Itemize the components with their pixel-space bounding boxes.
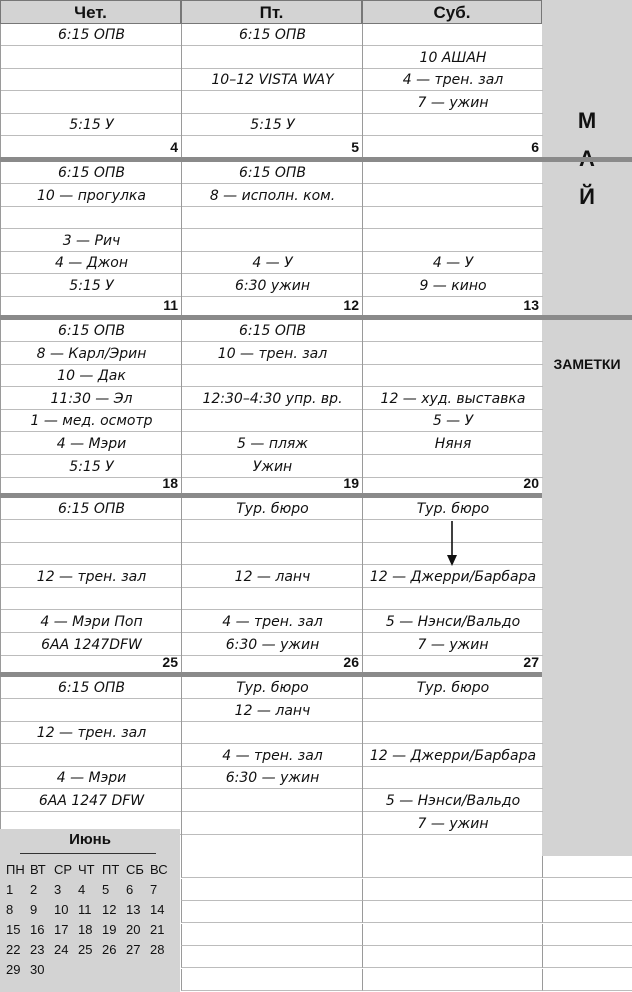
week-block	[0, 24, 542, 157]
calendar-day[interactable]	[78, 962, 102, 982]
calendar-day[interactable]: 3	[54, 882, 62, 897]
calendar-day[interactable]: 10	[54, 902, 69, 917]
calendar-day[interactable]: 17	[54, 922, 69, 937]
entry-line[interactable]: 6:15 ОПВ	[1, 24, 182, 46]
entry-line[interactable]	[1, 745, 182, 767]
calendar-day[interactable]: 7	[150, 882, 158, 897]
entry-line[interactable]	[363, 343, 543, 365]
entry-line[interactable]	[1, 700, 182, 722]
entry-line[interactable]: 6:15 ОПВ	[1, 677, 182, 699]
entry-line[interactable]: 5 — пляж	[182, 433, 363, 455]
entry-line[interactable]: 6АА 1247 DFW	[1, 790, 182, 812]
calendar-day[interactable]: 4	[78, 882, 86, 897]
calendar-day[interactable]: 16	[30, 922, 45, 937]
entry-line[interactable]: 6:15 ОПВ	[182, 162, 363, 184]
entry-line[interactable]	[182, 365, 363, 387]
calendar-day[interactable]: 25	[78, 942, 93, 957]
day-number: 26	[343, 654, 359, 670]
entry-line[interactable]: 12 — ланч	[182, 700, 363, 722]
entry-line[interactable]: 6:15 ОПВ	[182, 320, 363, 342]
blank-line[interactable]	[362, 856, 542, 878]
entry-line[interactable]: 12 — трен. зал	[1, 566, 182, 588]
calendar-day[interactable]	[126, 962, 150, 982]
day-number: 20	[523, 475, 539, 491]
blank-line[interactable]	[542, 901, 632, 923]
entry-line[interactable]: 6:30 — ужин	[182, 634, 363, 656]
entry-line[interactable]	[363, 185, 543, 207]
calendar-day[interactable]: 23	[30, 942, 45, 957]
entry-line[interactable]: 10 — Дак	[1, 365, 182, 387]
calendar-day[interactable]: 11	[78, 902, 92, 917]
week-separator	[0, 493, 542, 498]
entry-line[interactable]: 4 — трен. зал	[363, 69, 543, 91]
mini-calendar-rule	[20, 853, 156, 854]
weekday-label: ВТ	[30, 862, 46, 877]
entry-line[interactable]: 12:30–4:30 упр. вр.	[182, 388, 363, 410]
entry-line[interactable]	[182, 230, 363, 252]
entry-line[interactable]: 5:15 У	[182, 114, 363, 136]
day-cell	[362, 24, 543, 157]
entry-line[interactable]: 10 — прогулка	[1, 185, 182, 207]
week-separator	[0, 672, 542, 677]
entry-line[interactable]	[363, 365, 543, 387]
calendar-day[interactable]: 30	[30, 962, 45, 977]
entry-line[interactable]: 6:15 ОПВ	[182, 24, 363, 46]
entry-line[interactable]: 4 — У	[363, 252, 543, 274]
day-number: 12	[343, 297, 359, 313]
entry-line[interactable]: 1 — мед. осмотр	[1, 410, 182, 432]
entry-line[interactable]: 7 — ужин	[363, 634, 543, 656]
day-cell	[181, 498, 363, 672]
arrow-down-icon	[444, 521, 460, 567]
entry-line[interactable]	[182, 722, 363, 744]
day-number: 4	[170, 139, 178, 155]
entry-line[interactable]	[182, 813, 363, 835]
day-cell	[362, 320, 543, 493]
entry-line[interactable]: 8 — Карл/Эрин	[1, 343, 182, 365]
entry-line[interactable]: 11:30 — Эл	[1, 388, 182, 410]
day-number: 11	[163, 297, 178, 313]
entry-line[interactable]	[363, 114, 543, 136]
entry-line[interactable]	[182, 790, 363, 812]
day-cell	[0, 320, 182, 493]
entry-line[interactable]: 9 — кино	[363, 275, 543, 297]
entry-line[interactable]: 4 — трен. зал	[182, 611, 363, 633]
weekday-label: ЧТ	[78, 862, 95, 877]
entry-line[interactable]: 7 — ужин	[363, 92, 543, 114]
day-number: 18	[162, 475, 178, 491]
entry-line[interactable]	[363, 24, 543, 46]
blank-line[interactable]	[362, 924, 542, 946]
entry-line[interactable]	[1, 92, 182, 114]
entry-line[interactable]	[363, 700, 543, 722]
calendar-day[interactable]: 14	[150, 902, 165, 917]
week-block	[0, 320, 542, 493]
entry-line[interactable]: 6:15 ОПВ	[1, 320, 182, 342]
entry-line[interactable]: 5:15 У	[1, 456, 182, 478]
entry-line[interactable]	[182, 207, 363, 229]
weekday-label: ВС	[150, 862, 168, 877]
entry-line[interactable]	[182, 543, 363, 565]
calendar-day[interactable]: 9	[30, 902, 38, 917]
week-separator	[0, 315, 632, 320]
entry-line[interactable]: Тур. бюро	[182, 498, 363, 520]
day-cell	[181, 24, 363, 157]
calendar-day[interactable]: 27	[126, 942, 141, 957]
entry-line[interactable]: Няня	[363, 433, 543, 455]
entry-line[interactable]: 5 — Нэнси/Вальдо	[363, 790, 543, 812]
week-block	[0, 498, 542, 672]
calendar-day[interactable]: 28	[150, 942, 165, 957]
entry-line[interactable]: 4 — Джон	[1, 252, 182, 274]
day-cell	[0, 498, 182, 672]
entry-line[interactable]: 12 — трен. зал	[1, 722, 182, 744]
blank-line[interactable]	[181, 969, 362, 991]
calendar-day[interactable]	[102, 962, 126, 982]
day-cell	[0, 24, 182, 157]
entry-line[interactable]: 6:30 — ужин	[182, 767, 363, 789]
header-saturday: Суб.	[362, 0, 542, 24]
entry-line[interactable]: Тур. бюро	[182, 677, 363, 699]
entry-line[interactable]: 4 — Мэри	[1, 433, 182, 455]
entry-line[interactable]	[1, 69, 182, 91]
entry-line[interactable]: 12 — Джерри/Барбара	[363, 566, 543, 588]
calendar-day[interactable]: 19	[102, 922, 117, 937]
entry-line[interactable]	[363, 767, 543, 789]
day-cell	[0, 162, 182, 315]
day-cell	[181, 677, 363, 856]
entry-line[interactable]	[1, 47, 182, 69]
day-number: 13	[523, 297, 539, 313]
entry-line[interactable]: 5 — У	[363, 410, 543, 432]
entry-line[interactable]: 4 — Мэри	[1, 767, 182, 789]
blank-line[interactable]	[181, 946, 362, 968]
entry-line[interactable]: 4 — Мэри Поп	[1, 611, 182, 633]
entry-line[interactable]	[1, 521, 182, 543]
entry-line[interactable]	[363, 207, 543, 229]
entry-line[interactable]	[363, 722, 543, 744]
entry-line[interactable]	[182, 521, 363, 543]
calendar-day[interactable]	[54, 962, 78, 982]
blank-line[interactable]	[542, 969, 632, 991]
day-cell	[362, 162, 543, 315]
entry-line[interactable]: 12 — худ. выставка	[363, 388, 543, 410]
entry-line[interactable]	[182, 92, 363, 114]
blank-line[interactable]	[542, 946, 632, 968]
entry-line[interactable]: 8 — исполн. ком.	[182, 185, 363, 207]
calendar-day[interactable]: 13	[126, 902, 141, 917]
calendar-day[interactable]: 5	[102, 882, 110, 897]
entry-line[interactable]: 12 — ланч	[182, 566, 363, 588]
entry-line[interactable]: Тур. бюро	[363, 498, 543, 520]
weekday-label: СБ	[126, 862, 144, 877]
entry-line[interactable]: 5:15 У	[1, 114, 182, 136]
day-cell	[362, 677, 543, 856]
blank-line[interactable]	[362, 969, 542, 991]
calendar-day[interactable]: 2	[30, 882, 38, 897]
day-number: 19	[343, 475, 359, 491]
entry-line[interactable]: 5:15 У	[1, 275, 182, 297]
blank-line[interactable]	[542, 924, 632, 946]
mini-calendar	[0, 829, 180, 992]
entry-line[interactable]: 4 — трен. зал	[182, 745, 363, 767]
calendar-day[interactable]: 21	[150, 922, 165, 937]
calendar-day[interactable]: 6	[126, 882, 134, 897]
weekday-label: ПТ	[102, 862, 120, 877]
calendar-day[interactable]: 20	[126, 922, 141, 937]
week-block	[0, 162, 542, 315]
calendar-day[interactable]: 15	[6, 922, 21, 937]
day-cell	[181, 320, 363, 493]
blank-line[interactable]	[542, 856, 632, 878]
calendar-day[interactable]: 24	[54, 942, 69, 957]
blank-line[interactable]	[542, 879, 632, 901]
day-cell	[181, 162, 363, 315]
blank-line[interactable]	[181, 924, 362, 946]
calendar-day[interactable]: 29	[6, 962, 21, 977]
entry-line[interactable]: 12 — Джерри/Барбара	[363, 745, 543, 767]
blank-line[interactable]	[362, 946, 542, 968]
entry-line[interactable]: 5 — Нэнси/Вальдо	[363, 611, 543, 633]
entry-line[interactable]	[1, 588, 182, 610]
header-thursday: Чет.	[0, 0, 181, 24]
entry-line[interactable]	[363, 588, 543, 610]
entry-line[interactable]: 10–12 VISTA WAY	[182, 69, 363, 91]
calendar-day[interactable]: 12	[102, 902, 117, 917]
day-number: 6	[531, 139, 539, 155]
day-number: 25	[162, 654, 178, 670]
day-number: 5	[351, 139, 359, 155]
day-number: 27	[523, 654, 539, 670]
entry-line[interactable]: 7 — ужин	[363, 813, 543, 835]
entry-line[interactable]	[1, 207, 182, 229]
blank-line[interactable]	[362, 879, 542, 901]
header-friday: Пт.	[181, 0, 362, 24]
entry-line[interactable]	[363, 230, 543, 252]
blank-line[interactable]	[181, 856, 362, 878]
entry-line[interactable]: 6:15 ОПВ	[1, 162, 182, 184]
entry-line[interactable]: 10 — трен. зал	[182, 343, 363, 365]
calendar-day[interactable]: 1	[6, 882, 14, 897]
notes-label: ЗАМЕТКИ	[553, 356, 621, 372]
weekday-label: ПН	[6, 862, 25, 877]
calendar-day[interactable]	[150, 962, 174, 982]
entry-line[interactable]	[182, 588, 363, 610]
entry-line[interactable]: Ужин	[182, 456, 363, 478]
blank-line[interactable]	[362, 901, 542, 923]
entry-line[interactable]	[182, 47, 363, 69]
weekday-label: СР	[54, 862, 73, 877]
week-separator	[0, 157, 632, 162]
calendar-day[interactable]: 26	[102, 942, 117, 957]
calendar-day[interactable]: 8	[6, 902, 14, 917]
entry-line[interactable]	[182, 410, 363, 432]
blank-line[interactable]	[181, 879, 362, 901]
entry-line[interactable]: 3 — Рич	[1, 230, 182, 252]
month-letter: Й	[579, 184, 595, 209]
entry-line[interactable]: Тур. бюро	[363, 677, 543, 699]
calendar-day[interactable]: 18	[78, 922, 93, 937]
calendar-day[interactable]: 22	[6, 942, 21, 957]
entry-line[interactable]: 6:30 ужин	[182, 275, 363, 297]
entry-line[interactable]	[363, 162, 543, 184]
blank-line[interactable]	[181, 901, 362, 923]
entry-line[interactable]	[363, 456, 543, 478]
entry-line[interactable]: 4 — У	[182, 252, 363, 274]
mini-calendar-title: Июнь	[69, 831, 111, 848]
entry-line[interactable]	[363, 320, 543, 342]
entry-line[interactable]: 6АА 1247DFW	[1, 634, 182, 656]
mini-calendar-grid	[6, 862, 176, 982]
entry-line[interactable]: 6:15 ОПВ	[1, 498, 182, 520]
month-letter: М	[577, 108, 597, 133]
entry-line[interactable]	[1, 543, 182, 565]
entry-line[interactable]: 10 АШАН	[363, 47, 543, 69]
